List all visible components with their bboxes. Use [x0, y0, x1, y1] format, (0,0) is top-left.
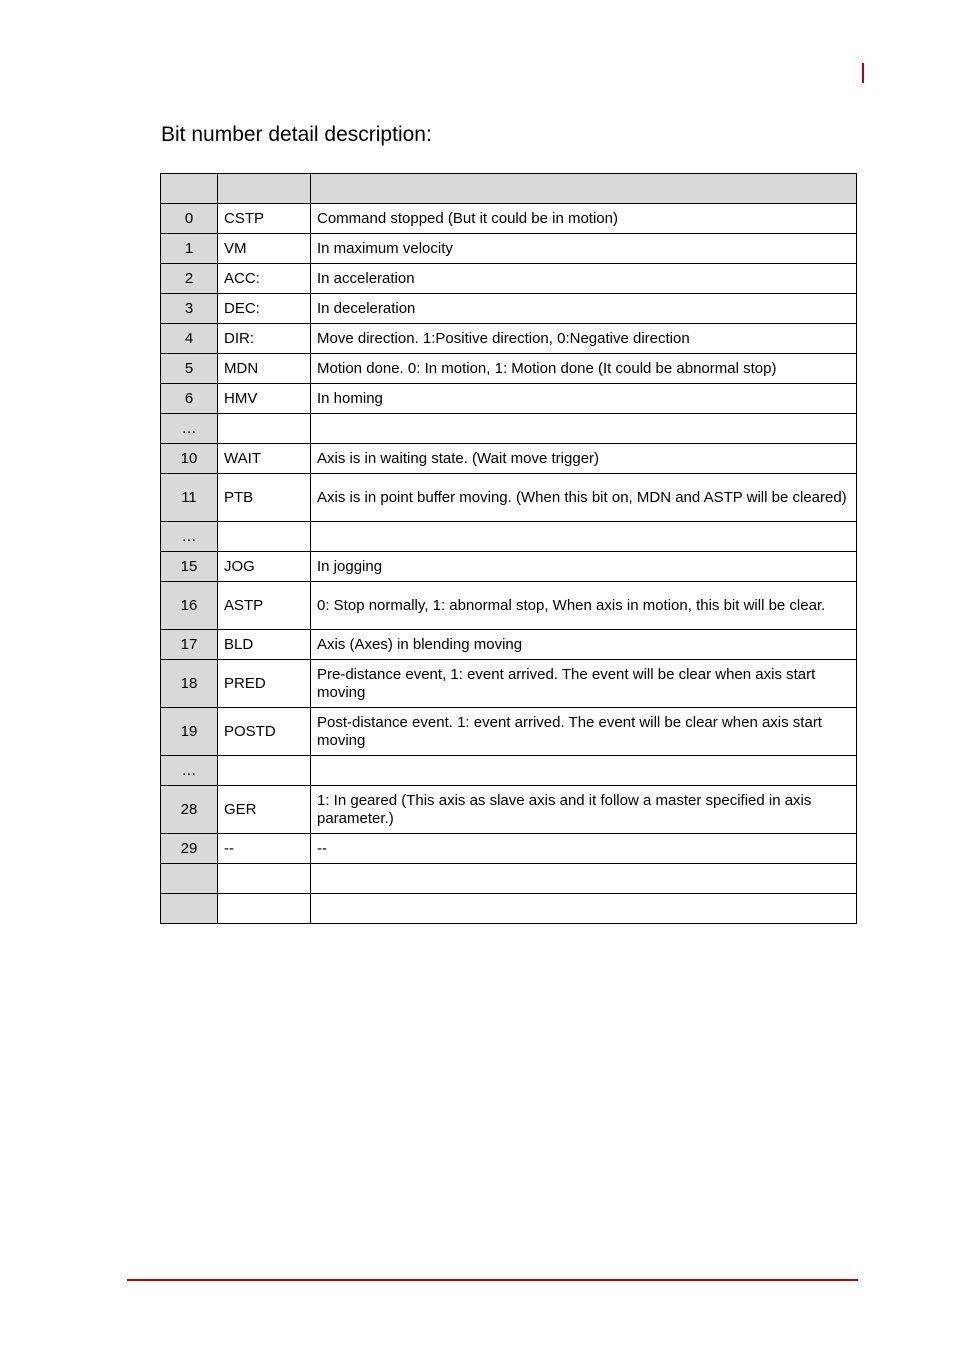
bit-number-cell: … [161, 522, 218, 552]
footer-rule [127, 1279, 858, 1281]
bit-description-cell: -- [311, 834, 857, 864]
bit-description-cell: Axis (Axes) in blending moving [311, 630, 857, 660]
table-row [161, 864, 857, 894]
bit-number-cell: 6 [161, 384, 218, 414]
table-row [161, 660, 857, 708]
bit-name-cell [218, 864, 311, 894]
table-row [161, 444, 857, 474]
bit-description-cell: Pre-distance event, 1: event arrived. The event will be clear when axis start moving [311, 660, 857, 708]
bit-name-cell: ACC: [218, 264, 311, 294]
table-row [161, 708, 857, 756]
table-row [161, 384, 857, 414]
bit-description-cell [311, 414, 857, 444]
bit-description-cell: 0: Stop normally, 1: abnormal stop, When axis in motion, this bit will be clear. [311, 582, 857, 630]
header-cell-bit [161, 174, 218, 204]
bit-description-cell [311, 756, 857, 786]
bit-description-cell: In jogging [311, 552, 857, 582]
bit-number-cell: 0 [161, 204, 218, 234]
bit-number-cell: 5 [161, 354, 218, 384]
table-header-row [161, 174, 857, 204]
bit-description-cell: Move direction. 1:Positive direction, 0:Negative direction [311, 324, 857, 354]
bit-description-cell: Command stopped (But it could be in motion) [311, 204, 857, 234]
table-row [161, 234, 857, 264]
bit-description-cell: 1: In geared (This axis as slave axis and it follow a master specified in axis parameter.) [311, 786, 857, 834]
bit-number-cell: 29 [161, 834, 218, 864]
bit-number-cell: 16 [161, 582, 218, 630]
bit-number-cell: 15 [161, 552, 218, 582]
bit-name-cell: GER [218, 786, 311, 834]
bit-description-cell: In homing [311, 384, 857, 414]
bit-name-cell: PTB [218, 474, 311, 522]
table-row [161, 786, 857, 834]
bit-name-cell [218, 522, 311, 552]
bit-description-cell: Motion done. 0: In motion, 1: Motion done (It could be abnormal stop) [311, 354, 857, 384]
bit-number-cell: 28 [161, 786, 218, 834]
bit-description-cell [311, 894, 857, 924]
bit-number-cell [161, 864, 218, 894]
header-accent-mark [862, 63, 864, 83]
table-row [161, 582, 857, 630]
bit-number-cell: 18 [161, 660, 218, 708]
bit-name-cell: BLD [218, 630, 311, 660]
bit-description-cell: In acceleration [311, 264, 857, 294]
bit-number-cell [161, 894, 218, 924]
bit-name-cell: MDN [218, 354, 311, 384]
bit-number-cell: 10 [161, 444, 218, 474]
bit-name-cell: WAIT [218, 444, 311, 474]
bit-name-cell: DIR: [218, 324, 311, 354]
table-row [161, 894, 857, 924]
bit-name-cell: JOG [218, 552, 311, 582]
bit-number-cell: 17 [161, 630, 218, 660]
bit-number-cell: 11 [161, 474, 218, 522]
table-row [161, 630, 857, 660]
header-cell-description [311, 174, 857, 204]
table-row [161, 324, 857, 354]
bit-name-cell: -- [218, 834, 311, 864]
bit-name-cell [218, 414, 311, 444]
bit-description-cell: Post-distance event. 1: event arrived. The event will be clear when axis start moving [311, 708, 857, 756]
bit-number-cell: 3 [161, 294, 218, 324]
bit-number-cell: 2 [161, 264, 218, 294]
bit-name-cell: VM [218, 234, 311, 264]
bit-description-cell: Axis is in point buffer moving. (When this bit on, MDN and ASTP will be cleared) [311, 474, 857, 522]
header-cell-name [218, 174, 311, 204]
table-row [161, 414, 857, 444]
bit-name-cell: DEC: [218, 294, 311, 324]
bit-name-cell: POSTD [218, 708, 311, 756]
bit-name-cell [218, 894, 311, 924]
table-row [161, 552, 857, 582]
bit-number-cell: 19 [161, 708, 218, 756]
bit-description-cell: Axis is in waiting state. (Wait move trigger) [311, 444, 857, 474]
bit-description-table [160, 173, 857, 924]
bit-number-cell: … [161, 414, 218, 444]
bit-number-cell: 4 [161, 324, 218, 354]
table-row [161, 834, 857, 864]
bit-name-cell: CSTP [218, 204, 311, 234]
bit-name-cell: HMV [218, 384, 311, 414]
bit-name-cell: PRED [218, 660, 311, 708]
bit-description-cell: In deceleration [311, 294, 857, 324]
table-row [161, 354, 857, 384]
bit-description-cell: In maximum velocity [311, 234, 857, 264]
bit-name-cell: ASTP [218, 582, 311, 630]
bit-number-cell: 1 [161, 234, 218, 264]
bit-number-cell: … [161, 756, 218, 786]
bit-name-cell [218, 756, 311, 786]
bit-description-cell [311, 864, 857, 894]
table-row [161, 474, 857, 522]
section-title: Bit number detail description: [161, 123, 432, 146]
table-row [161, 294, 857, 324]
table-row [161, 204, 857, 234]
table-row [161, 522, 857, 552]
table-row [161, 756, 857, 786]
table-row [161, 264, 857, 294]
bit-description-cell [311, 522, 857, 552]
